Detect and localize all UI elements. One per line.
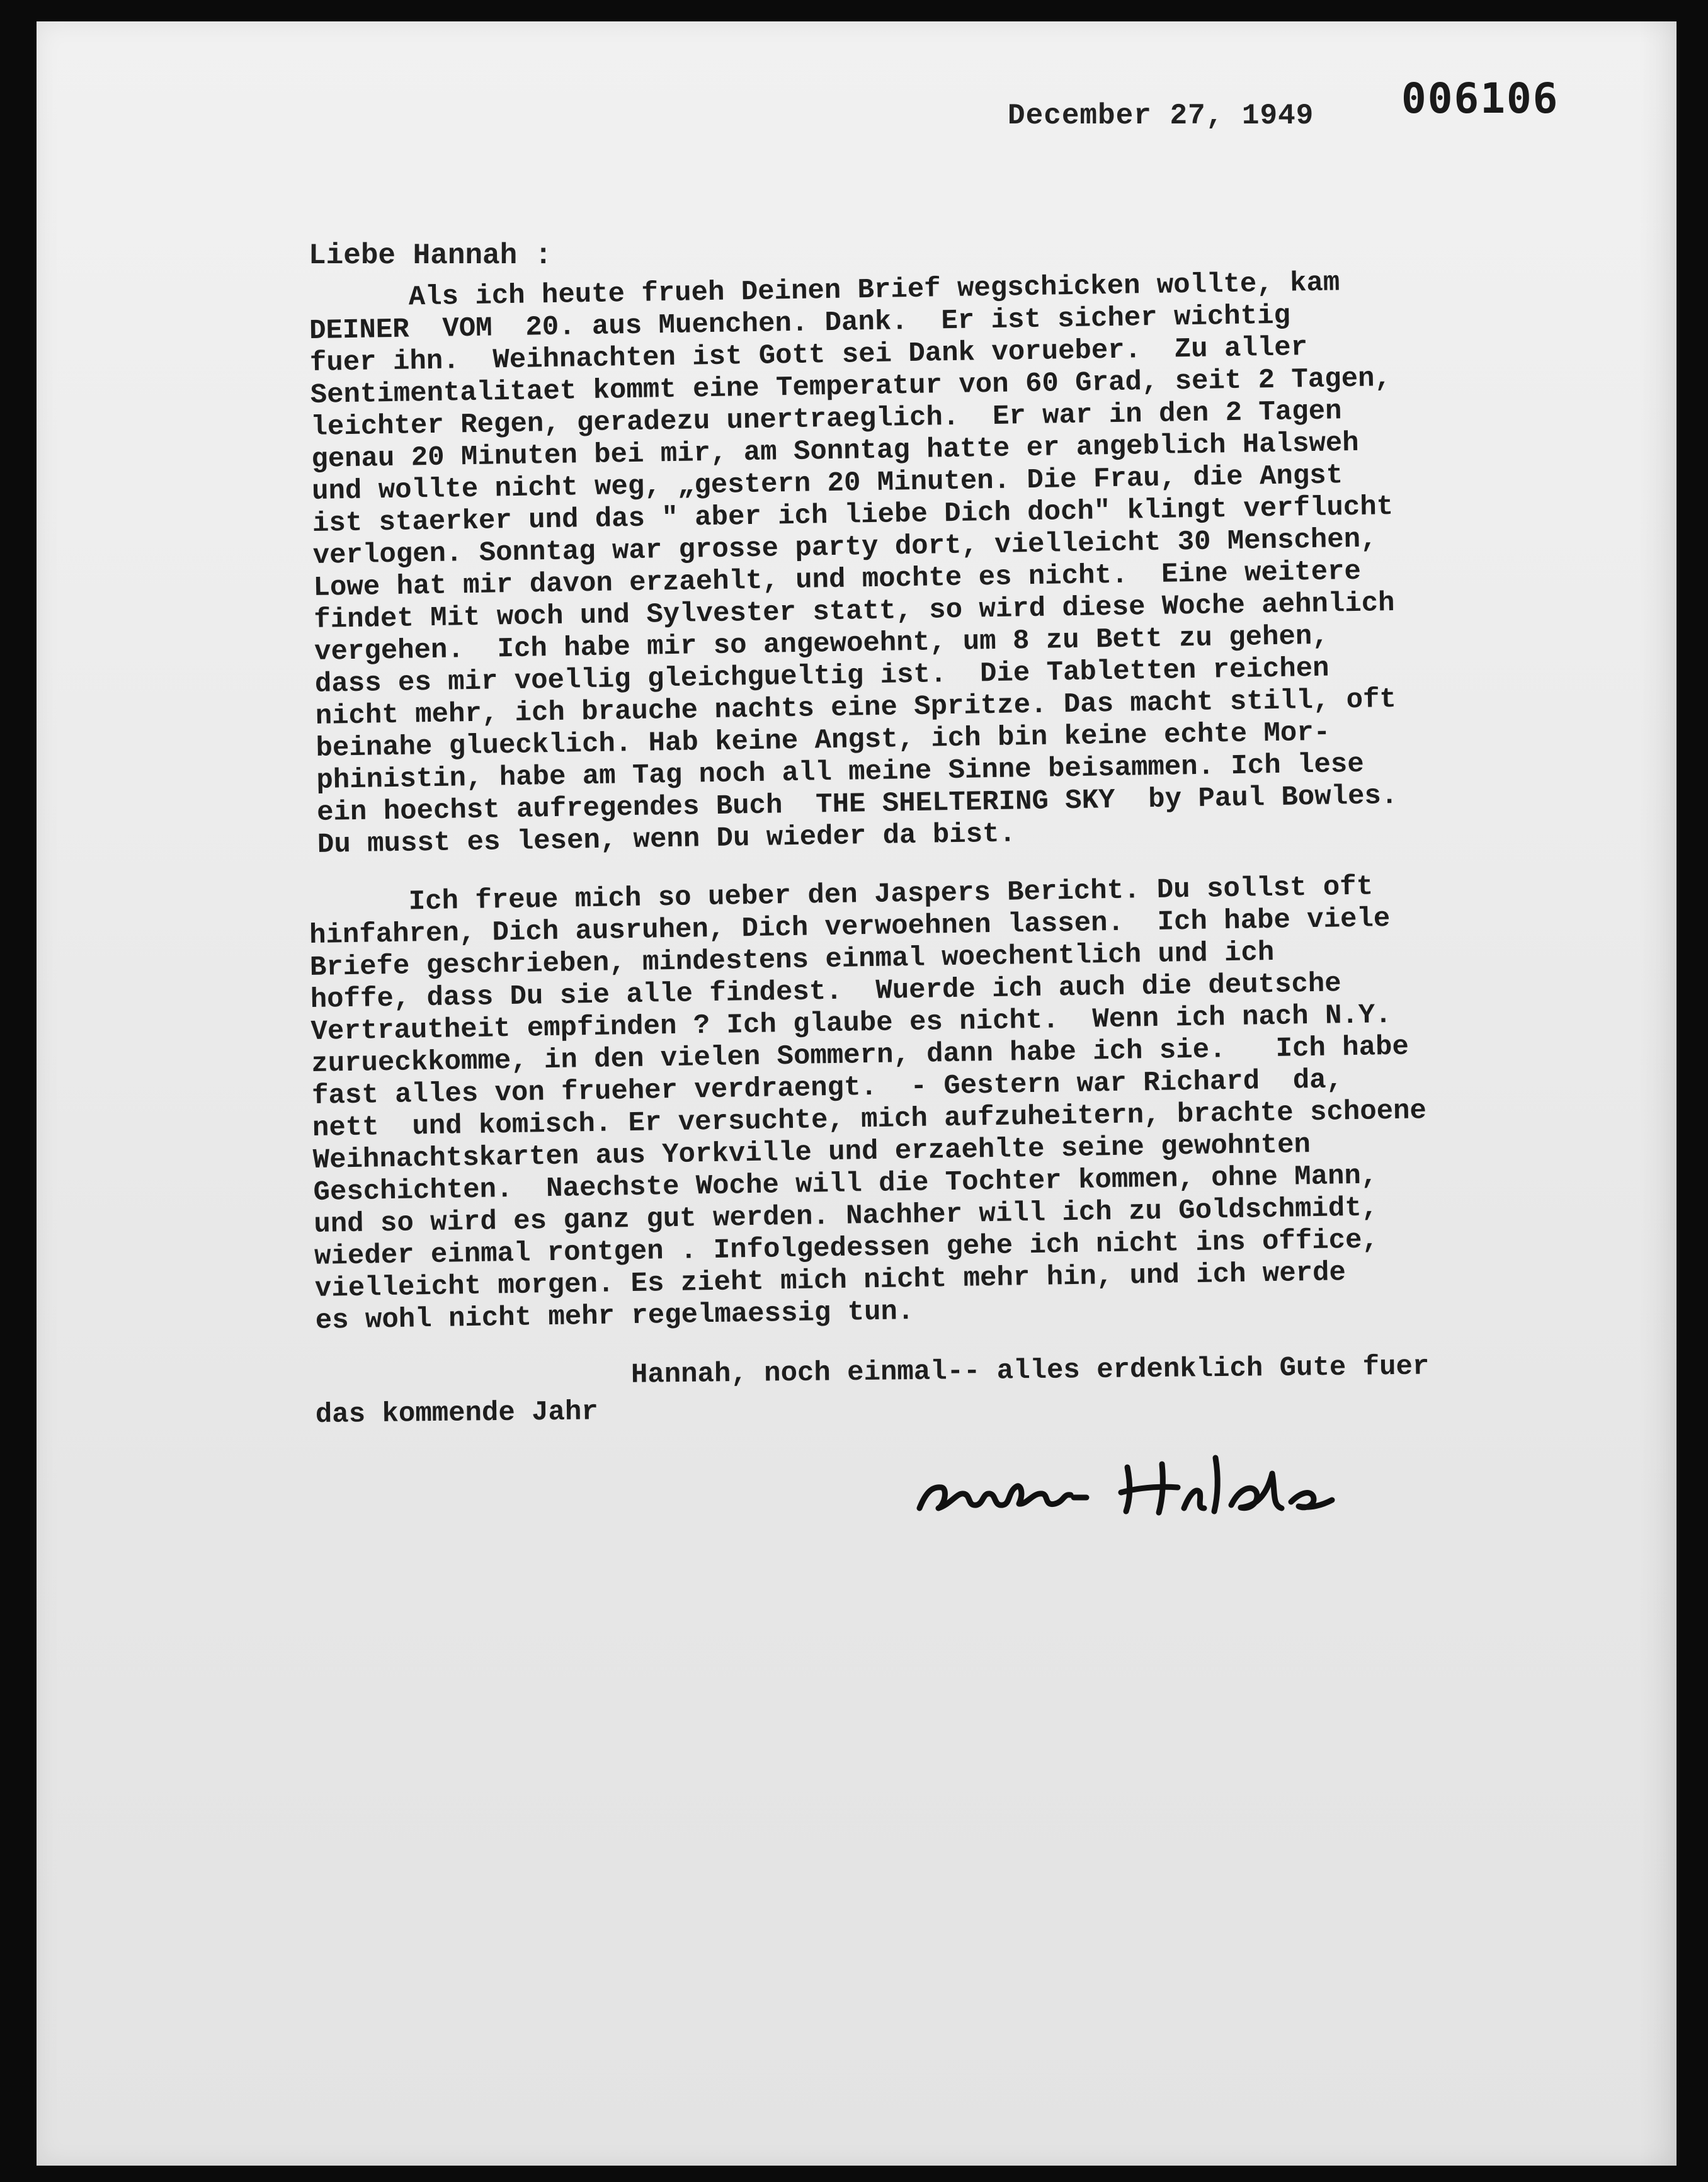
page-edge-shadow: [1639, 21, 1677, 2166]
letter-paragraph-1: Als ich heute frueh Deinen Brief wegschicken wollte, kam DEINER VOM 20. aus Muenchen. Dank. Er ist sicher wichtig fuer ihn. Weihnachten ist Gott sei Dank vorueber. Zu aller Sentimentalitaet kommt eine Temperatur von 60 Grad, seit 2 Tagen, leichter Regen, geradezu unertraeglich. Er war in den 2 Tagen genau 20 Minuten bei mir, am Sonntag hatte er angeblich Halsweh und wollte nicht weg, „gestern 20 Minuten. Die Frau, die Angst ist staerker und das " aber ich liebe Dich doch" klingt verflucht verlogen. Sonntag war grosse party dort, vielleicht 30 Menschen, Lowe hat mir davon erzaehlt, und mochte es nicht. Eine weitere findet Mit woch und Sylvester statt, so wird diese Woche aehnlich vergehen. Ich habe mir so angewoehnt, um 8 zu Bett zu gehen, dass es mir voellig gleichgueltig ist. Die Tabletten reichen nicht mehr, ich brauche nachts eine Spritze. Das macht still, oft beinahe gluecklich. Hab keine Angst, ich bin keine echte Mor- phinistin, habe am Tag noch all meine Sinne beisammen. Ich lese ein hoechst aufregendes Buch THE SHELTERING SKY by Paul Bowles. Du musst es lesen, wenn Du wieder da bist.: [309, 267, 1398, 861]
handwritten-signature: [913, 1448, 1379, 1524]
letter-paragraph-2: Ich freue mich so ueber den Jaspers Bericht. Du sollst oft hinfahren, Dich ausruhen, Dich verwoehnen lassen. Ich habe viele Briefe geschrieben, mindestens einmal woechentlich und ich hoffe, dass Du sie alle findest. Wuerde ich auch die deutsche Vertrautheit empfinden ? Ich glaube es nicht. Wenn ich nach N.Y. zurueckkomme, in den vielen Sommern, dann habe ich sie. Ich habe fast alles von frueher verdraengt. - Gestern war Richard da, nett und komisch. Er versuchte, mich aufzuheitern, brachte schoene Weihnachtskarten aus Yorkville und erzaehlte seine gewohnten Geschichten. Naechste Woche will die Tochter kommen, ohne Mann, und so wird es ganz gut werden. Nachher will ich zu Goldschmidt, wieder einmal rontgen . Infolgedessen gehe ich nicht ins office, vielleicht morgen. Es zieht mich nicht mehr hin, und ich werde es wohl nicht mehr regelmaessig tun.: [309, 871, 1427, 1337]
letter-salutation: Liebe Hannah :: [309, 239, 552, 272]
document-number: 006106: [1401, 74, 1559, 123]
letter-date: December 27, 1949: [1008, 99, 1314, 132]
letter-closing: Hannah, noch einmal-- alles erdenklich Gute fuer das kommende Jahr: [315, 1351, 1430, 1431]
